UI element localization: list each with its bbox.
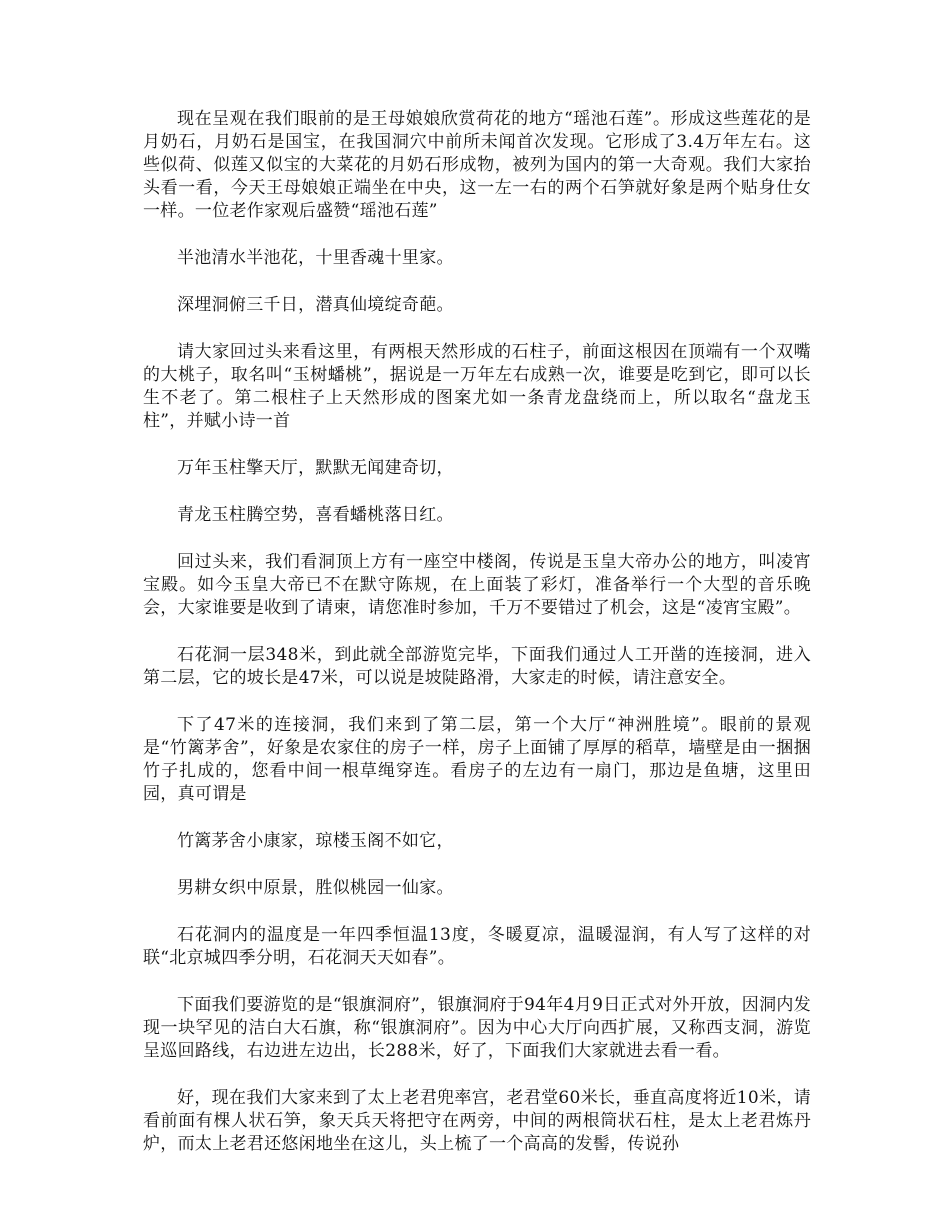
paragraph-first-level: 石花洞一层348米，到此就全部游览完毕，下面我们通过人工开凿的连接洞，进入第二层，它的坡长是47米，可以说是坡陡路滑，大家走的时候，请注意安全。	[143, 645, 811, 688]
paragraph-laojun-palace: 好，现在我们大家来到了太上老君兜率宫，老君堂60米长，垂直高度将近10米，请看前面有棵人状石笋，象天兵天将把守在两旁，中间的两根筒状石柱，是太上老君炼丹炉，而太上老君还悠闲地坐在这儿，头上梳了一个高高的发髻，传说孙	[143, 1088, 811, 1154]
poem-line: 深埋洞俯三千日，潜真仙境绽奇葩。	[177, 295, 454, 315]
paragraph-yaochi-shilian: 现在呈观在我们眼前的是王母娘娘欣赏荷花的地方“瑶池石莲”。形成这些莲花的是月奶石，月奶石是国宝，在我国洞穴中前所未闻首次发现。它形成了3.4万年左右。这些似荷、似莲又似宝的大菜花的月奶石形成物，被列为国内的第一大奇观。我们大家抬头看一看，今天王母娘娘正端坐在中央，这一左一右的两个石笋就好象是两个贴身仕女一样。一位老作家观后盛赞“瑶池石莲”	[143, 109, 811, 221]
poem-line: 万年玉柱擎天厅，默默无闻建奇切，	[177, 458, 454, 478]
document-body	[143, 108, 811, 1180]
poem-line: 半池清水半池花，十里香魂十里家。	[177, 248, 454, 268]
poem-line: 竹篱茅舍小康家，琼楼玉阁不如它，	[177, 831, 454, 851]
paragraph-yinqi-dongfu: 下面我们要游览的是“银旗洞府”，银旗洞府于94年4月9日正式对外开放，因洞内发现一块罕见的洁白大石旗，称“银旗洞府”。因为中心大厅向西扩展，又称西支洞，游览呈巡回路线，右边进左边出，长288米，好了，下面我们大家就进去看一看。	[143, 995, 811, 1061]
paragraph-temperature: 石花洞内的温度是一年四季恒温13度，冬暖夏凉，温暖湿润，有人写了这样的对联“北京城四季分明，石花洞天天如春”。	[143, 925, 811, 968]
paragraph-stone-pillars: 请大家回过头来看这里，有两根天然形成的石柱子，前面这根因在顶端有一个双嘴的大桃子，取名叫“玉树蟠桃”，据说是一万年左右成熟一次，谁要是吃到它，即可以长生不老了。第二根柱子上天然形成的图案尤如一条青龙盘绕而上，所以取名“盘龙玉柱”，并赋小诗一首	[143, 342, 811, 431]
poem-line: 男耕女织中原景，胜似桃园一仙家。	[177, 878, 454, 898]
poem-line: 青龙玉柱腾空势，喜看蟠桃落日红。	[177, 505, 454, 525]
paragraph-lingxiao-palace: 回过头来，我们看洞顶上方有一座空中楼阁，传说是玉皇大帝办公的地方，叫凌宵宝殿。如今玉皇大帝已不在默守陈规，在上面装了彩灯，准备举行一个大型的音乐晚会，大家谁要是收到了请柬，请您准时参加，千万不要错过了机会，这是“凌宵宝殿”。	[143, 552, 811, 618]
paragraph-second-level: 下了47米的连接洞，我们来到了第二层，第一个大厅“神洲胜境”。眼前的景观是“竹篱茅舍”，好象是农家住的房子一样，房子上面铺了厚厚的稻草，墙壁是由一捆捆竹子扎成的，您看中间一根草绳穿连。看房子的左边有一扇门，那边是鱼塘，这里田园，真可谓是	[143, 715, 811, 804]
